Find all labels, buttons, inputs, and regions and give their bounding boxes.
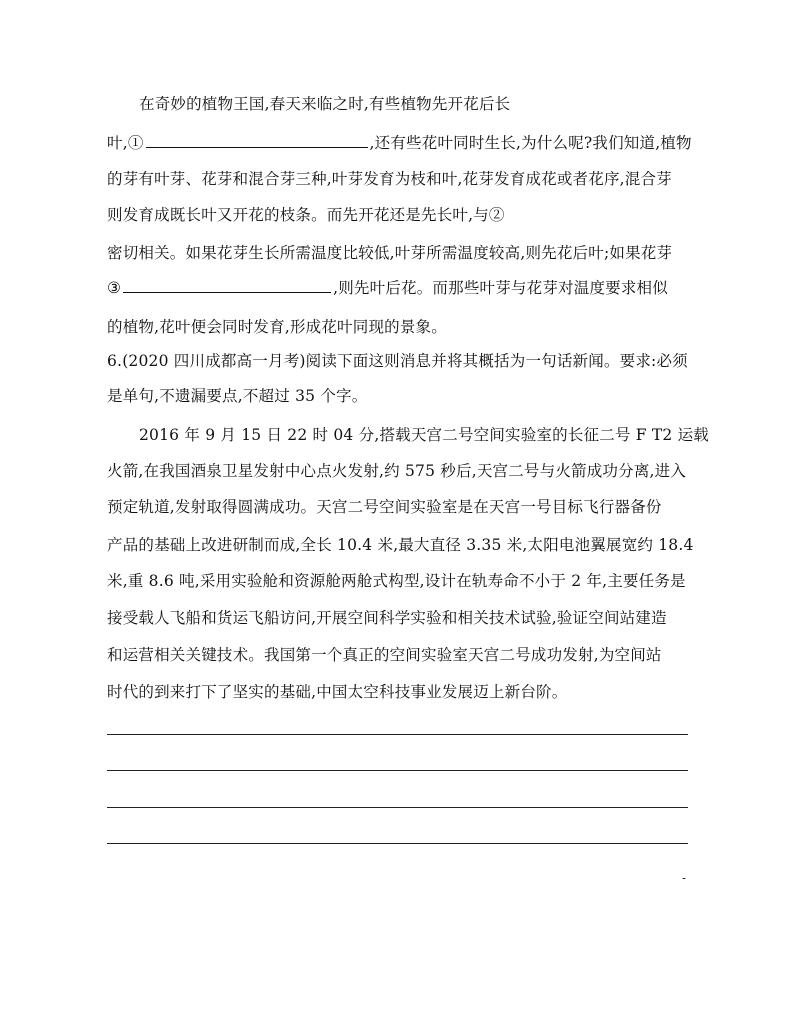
q6-question-line-2: 是单句,不遗漏要点,不超过 35 个字。 xyxy=(107,387,368,405)
answer-line-1[interactable] xyxy=(107,734,688,735)
q6-passage-line-6: 接受载人飞船和货运飞船访问,开展空间科学实验和相关技术试验,验证空间站建造 xyxy=(107,609,667,627)
q6-passage-line-5: 米,重 8.6 吨,采用实验舱和资源舱两舱式构型,设计在轨寿命不小于 2 年,主要任务是 xyxy=(107,572,686,590)
q6-passage-line-2: 火箭,在我国酒泉卫星发射中心点火发射,约 575 秒后,天宫二号与火箭成功分离,进入 xyxy=(107,462,687,480)
q5-line-6 xyxy=(107,278,668,298)
q5-line-2-end: ,还有些花叶同时生长,为什么呢?我们知道,植物 xyxy=(369,134,692,152)
q6-passage-line-7: 和运营相关关键技术。我国第一个真正的空间实验室天宫二号成功发射,为空间站 xyxy=(107,646,662,664)
q5-line-2 xyxy=(107,133,692,153)
q6-passage-line-8: 时代的到来打下了坚实的基础,中国太空科技事业发展迈上新台阶。 xyxy=(107,683,568,701)
answer-line-3[interactable] xyxy=(107,807,688,808)
answer-line-4[interactable] xyxy=(107,843,688,844)
q6-passage-line-3: 预定轨道,发射取得圆满成功。天宫二号空间实验室是在天宫一号目标飞行器备份 xyxy=(107,498,662,516)
answer-blank-1[interactable] xyxy=(146,133,368,148)
q5-line-5: 密切相关。如果花芽生长所需温度比较低,叶芽所需温度较高,则先花后叶;如果花芽 xyxy=(107,244,673,262)
q5-line-1: 在奇妙的植物王国,春天来临之时,有些植物先开花后长 xyxy=(139,95,511,113)
q5-line-3: 的芽有叶芽、花芽和混合芽三种,叶芽发育为枝和叶,花芽发育成花或者花序,混合芽 xyxy=(107,170,672,188)
q6-passage-line-4: 产品的基础上改进研制而成,全长 10.4 米,最大直径 3.35 米,太阳电池翼展宽约 18.4 xyxy=(107,536,694,554)
answer-blank-3[interactable] xyxy=(123,278,331,293)
q5-line-6-end: ,则先叶后花。而那些叶芽与花芽对温度要求相似 xyxy=(333,279,668,297)
q5-line-2-start: 叶,① xyxy=(107,134,144,152)
q5-line-4: 则发育成既长叶又开花的枝条。而先开花还是先长叶,与② xyxy=(107,206,505,224)
q6-passage-line-1: 2016 年 9 月 15 日 22 时 04 分,搭载天宫二号空间实验室的长征二号 F T2 运载 xyxy=(139,426,709,444)
q5-line-7: 的植物,花叶便会同时发育,形成花叶同现的景象。 xyxy=(107,318,447,336)
q6-question-line-1: 6.(2020 四川成都高一月考)阅读下面这则消息并将其概括为一句话新闻。要求:必须 xyxy=(107,352,688,370)
q5-line-6-start: ③ xyxy=(107,279,122,297)
footer-mark: - xyxy=(682,871,687,885)
answer-line-2[interactable] xyxy=(107,770,688,771)
